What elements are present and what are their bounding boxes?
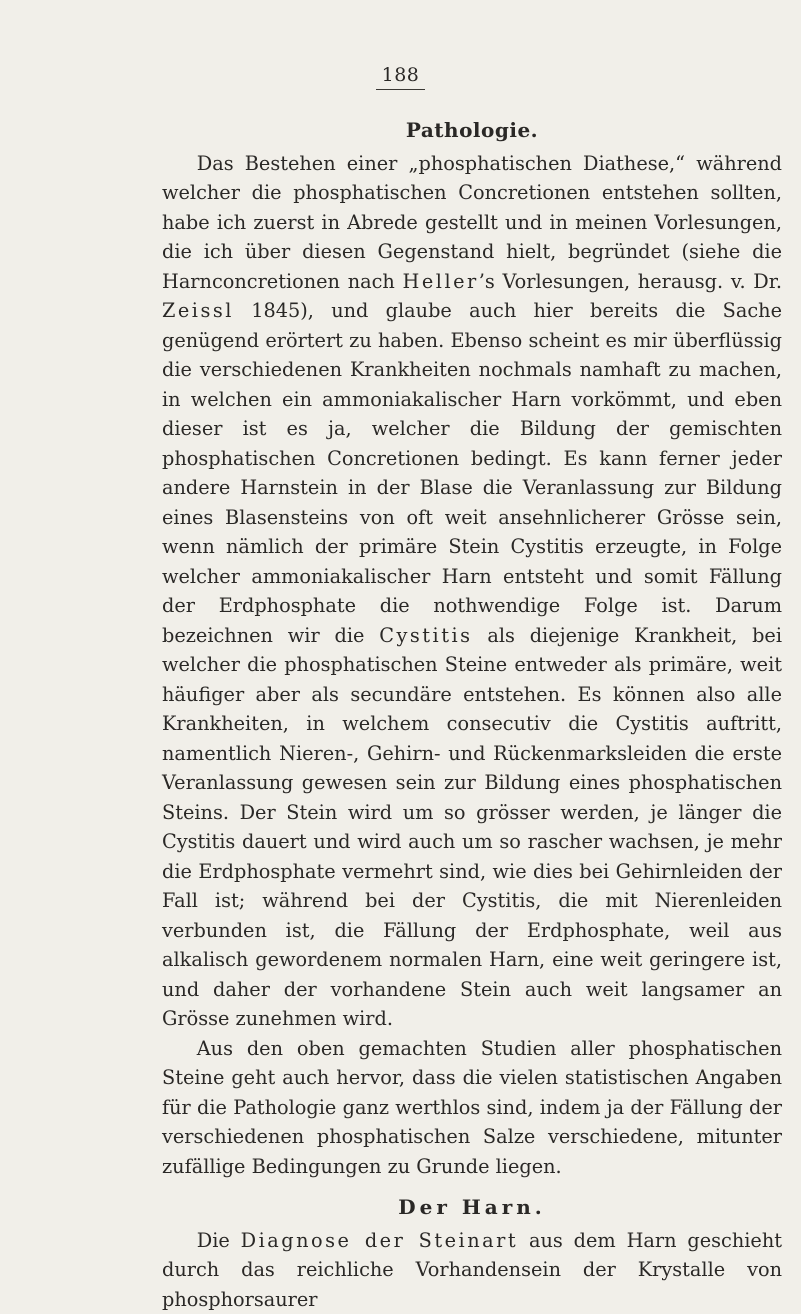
page-body bbox=[162, 116, 782, 1314]
author-name-zeissl: Zeissl bbox=[162, 299, 234, 322]
paragraph-diathese: Das Bestehen einer „phosphatischen Diathese,“ während welcher die phosphatischen Concretionen entstehen sollten, habe ich zuerst in Abrede gestellt und in meinen Vorlesungen, die ich über diesen Gegenstand hielt, begründet (siehe die Harnconcretionen nach Heller’s Vorlesungen, herausg. v. Dr. Zeissl 1845), und glaube auch hier bereits die Sache genügend erörtert zu haben. Ebenso scheint es mir überflüssig die verschiedenen Krankheiten nochmals namhaft zu machen, in welchen ein ammoniakalischer Harn vorkömmt, und eben dieser ist es ja, welcher die Bildung der gemischten phosphatischen Concretionen bedingt. Es kann ferner jeder andere Harnstein in der Blase die Veranlassung zur Bildung eines Blasensteins von oft weit ansehnlicherer Grösse sein, wenn nämlich der primäre Stein Cystitis erzeugte, in Folge welcher ammoniakalischer Harn entsteht und somit Fällung der Erdphosphate die nothwendige Folge ist. Darum bezeichnen wir die Cystitis als diejenige Krankheit, bei welcher die phosphatischen Steine entweder als primäre, weit häufiger aber als secundäre entstehen. Es können also alle Krankheiten, in welchem consecutiv die Cystitis auftritt, namentlich Nieren-, Gehirn- und Rückenmarksleiden die erste Veranlassung gewesen sein zur Bildung eines phosphatischen Steins. Der Stein wird um so grösser werden, je länger die Cystitis dauert und wird auch um so rascher wachsen, je mehr die Erdphosphate vermehrt sind, wie dies bei Gehirnleiden der Fall ist; während bei der Cystitis, die mit Nierenleiden verbunden ist, die Fällung der Erdphosphate, weil aus alkalisch gewordenem normalen Harn, eine weit geringere ist, und daher der vorhandene Stein auch weit langsamer an Grösse zunehmen wird. bbox=[162, 149, 782, 1034]
paragraph-statistik: Aus den oben gemachten Studien aller phosphatischen Steine geht auch hervor, dass die vielen statistischen Angaben für die Pathologie ganz werthlos sind, indem ja der Fällung der verschiedenen phosphatischen Salze verschiedene, mitunter zufällige Bedingungen zu Grunde liegen. bbox=[162, 1034, 782, 1182]
section-heading-harn: Der Harn. bbox=[162, 1193, 782, 1223]
paragraph-diagnose: Die Diagnose der Steinart aus dem Harn geschieht durch das reichliche Vorhandensein der Krystalle von phosphorsaurer bbox=[162, 1226, 782, 1314]
emphasis-cystitis: Cystitis bbox=[379, 624, 472, 647]
emphasis-diagnose: Diagnose der Steinart bbox=[241, 1229, 518, 1252]
page-number: 188 bbox=[0, 64, 801, 90]
author-name-heller: Heller bbox=[403, 270, 479, 293]
section-heading-pathologie: Pathologie. bbox=[162, 116, 782, 146]
